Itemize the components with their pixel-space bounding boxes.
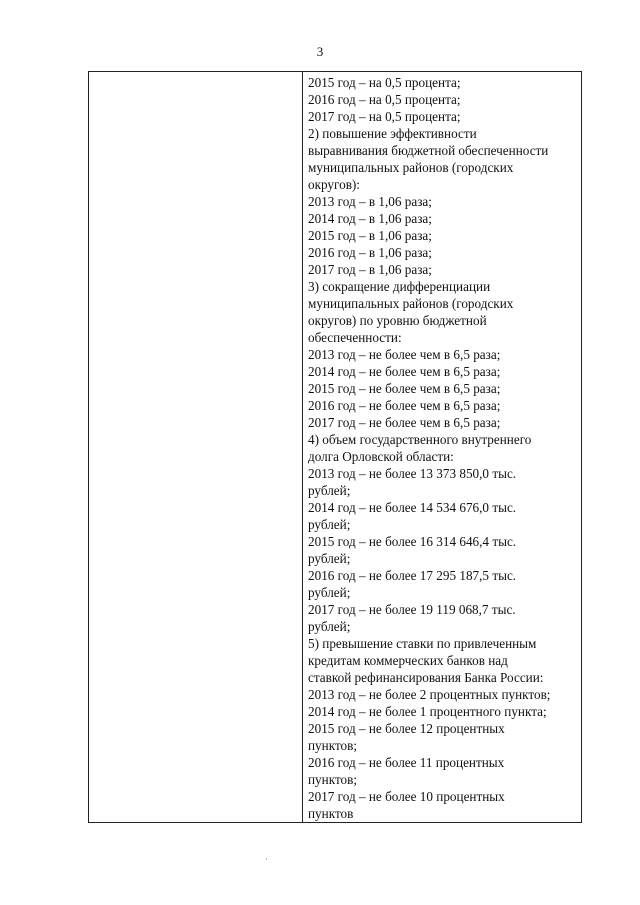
text-line: 2013 год – не более 2 процентных пунктов; [308,687,551,702]
text-line: 2014 год – в 1,06 раза; [308,211,432,226]
text-line: 2013 год – не более 13 373 850,0 тыс. [308,466,517,481]
table-right-cell [308,74,580,822]
text-line: 2017 год – в 1,06 раза; [308,262,432,277]
text-line: 2015 год – не более 16 314 646,4 тыс. [308,534,517,549]
column-divider [302,72,303,822]
text-line: 2014 год – не более 1 процентного пункта; [308,704,547,719]
text-line: 2013 год – не более чем в 6,5 раза; [308,347,501,362]
text-line: рублей; [308,585,351,600]
text-line: рублей; [308,517,351,532]
text-line: 4) объем государственного внутреннего [308,432,532,447]
text-line: 2015 год – в 1,06 раза; [308,228,432,243]
text-line: 2016 год – в 1,06 раза; [308,245,432,260]
text-line: 2014 год – не более чем в 6,5 раза; [308,364,501,379]
text-line: 2016 год – не более 17 295 187,5 тыс. [308,568,517,583]
text-line: 3) сокращение дифференциации [308,279,491,294]
text-line: округов): [308,177,360,192]
text-line: муниципальных районов (городских [308,296,514,311]
text-line: 2017 год – не более 10 процентных [308,789,505,804]
content-table [88,71,582,823]
text-line: кредитам коммерческих банков над [308,653,508,668]
text-line: 2016 год – не более 11 процентных [308,755,505,770]
page-number: 3 [316,44,324,59]
text-line: 2) повышение эффективности [308,126,477,141]
text-line: 2015 год – на 0,5 процента; [308,75,461,90]
text-line: выравнивания бюджетной обеспеченности [308,143,549,158]
text-line: 2016 год – не более чем в 6,5 раза; [308,398,501,413]
text-line: 2016 год – на 0,5 процента; [308,92,461,107]
text-line: 2017 год – не более 19 119 068,7 тыс. [308,602,516,617]
text-line: округов) по уровню бюджетной [308,313,487,328]
scan-artifact [266,858,267,860]
table-left-cell [89,72,302,822]
text-line: рублей; [308,619,351,634]
text-line: 2013 год – в 1,06 раза; [308,194,432,209]
text-line: рублей; [308,483,351,498]
text-line: 5) превышение ставки по привлеченным [308,636,537,651]
text-line: пунктов; [308,772,358,787]
text-line: 2017 год – на 0,5 процента; [308,109,461,124]
text-line: 2015 год – не более 12 процентных [308,721,505,736]
text-line: пунктов; [308,738,358,753]
text-line: пунктов [308,806,354,821]
text-line: муниципальных районов (городских [308,160,514,175]
text-line: обеспеченности: [308,330,402,345]
text-line: ставкой рефинансирования Банка России: [308,670,544,685]
text-line: 2017 год – не более чем в 6,5 раза; [308,415,501,430]
text-line: 2015 год – не более чем в 6,5 раза; [308,381,501,396]
text-line: рублей; [308,551,351,566]
text-line: долга Орловской области: [308,449,454,464]
text-line: 2014 год – не более 14 534 676,0 тыс. [308,500,517,515]
